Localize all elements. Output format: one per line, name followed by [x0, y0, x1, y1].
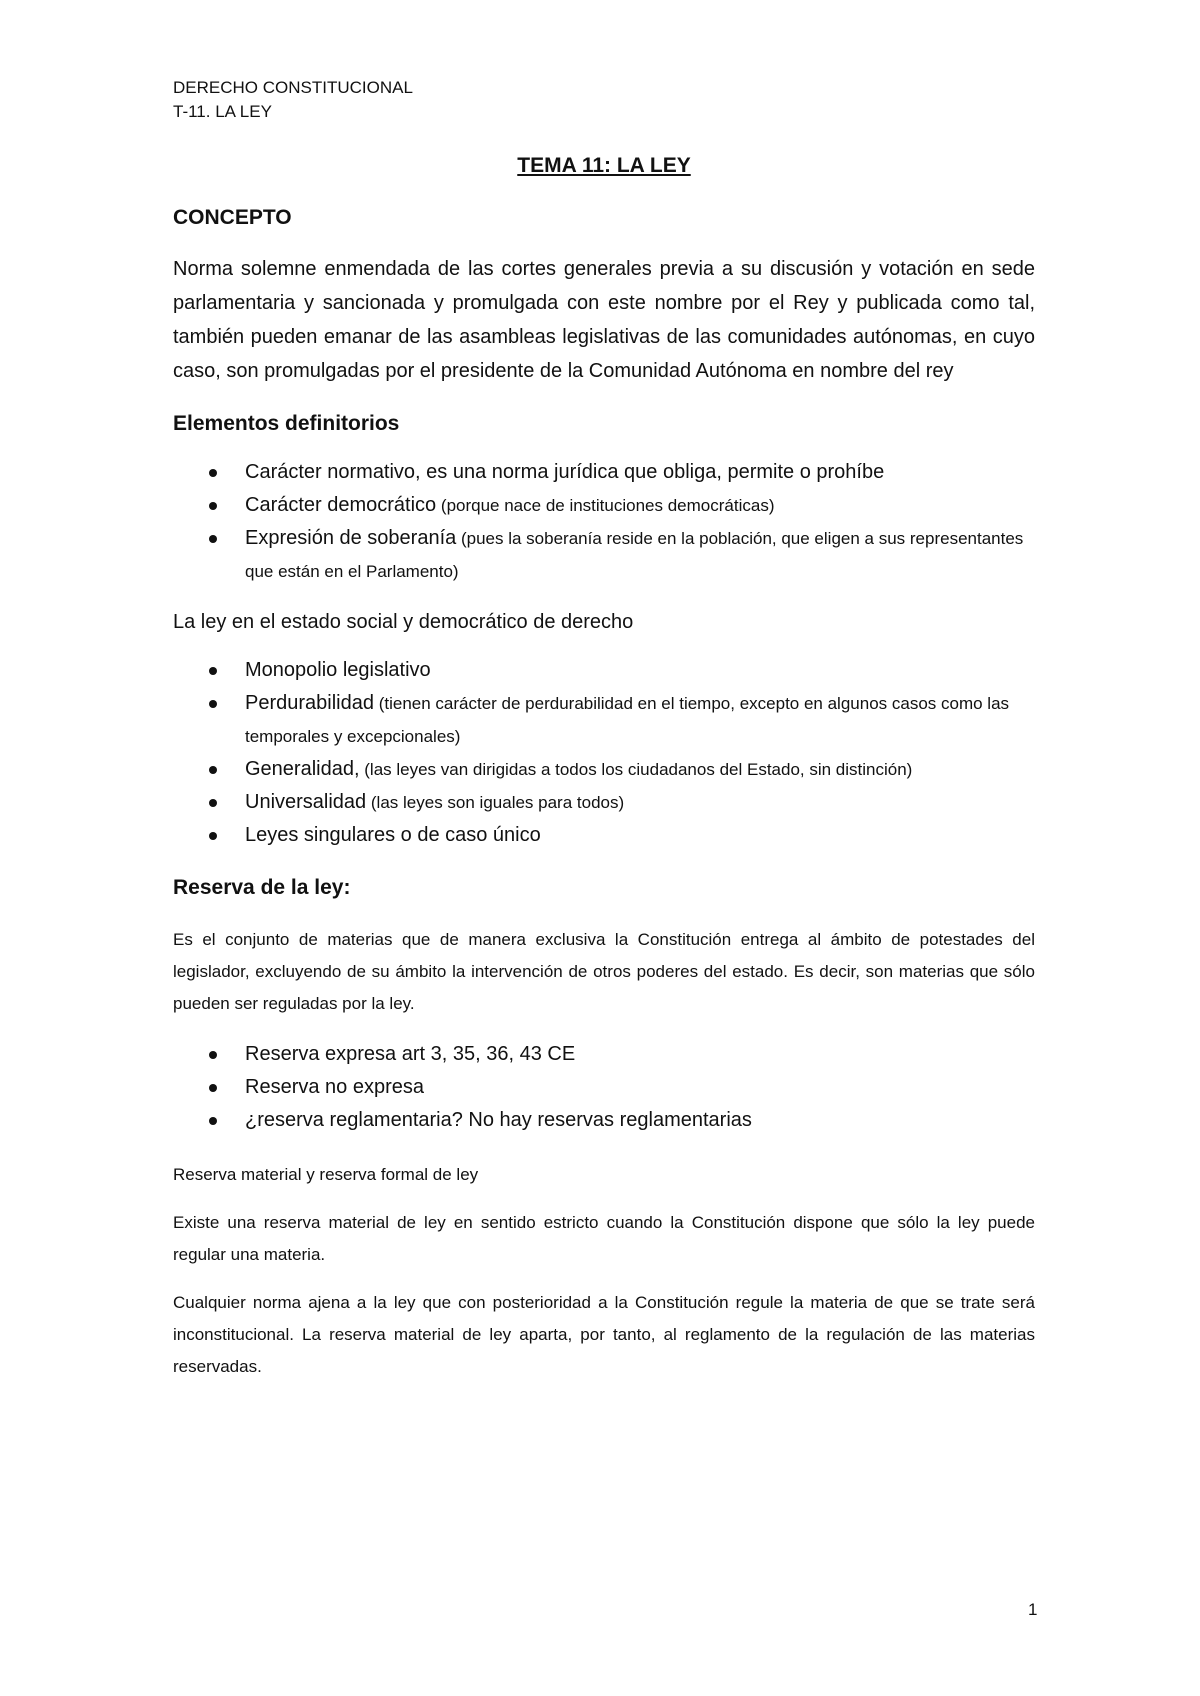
item-note: (las leyes son iguales para todos) [366, 793, 625, 812]
bullet-icon [209, 799, 217, 807]
list-item [173, 753, 1035, 786]
list-item [173, 687, 1035, 753]
header-course: DERECHO CONSTITUCIONAL [173, 78, 413, 97]
reserva-text: Es el conjunto de materias que de manera exclusiva la Constitución entrega al ámbito de potestades del legislador, excluyendo de su ámbito la intervención de otros poderes del estado. Es decir, son materias que sólo pueden ser reguladas por la ley. [173, 930, 1035, 1013]
reserva-paragraph-2: Cualquier norma ajena a la ley que con posterioridad a la Constitución regule la materia de que se trate será inconstitucional. La reserva material de ley aparta, por tanto, al reglamento de la regulación de las materias reservadas. [173, 1293, 1035, 1376]
document-page [173, 76, 1035, 1383]
reserva-paragraph-1: Existe una reserva material de ley en sentido estricto cuando la Constitución dispone que sólo la ley puede regular una materia. [173, 1213, 1035, 1264]
item-main: Leyes singulares o de caso único [245, 824, 541, 846]
list-item [173, 489, 1035, 522]
list-item [173, 522, 1035, 588]
elementos-heading: Elementos definitorios [173, 412, 400, 435]
estado-list [173, 654, 1035, 852]
list-item [173, 456, 1035, 489]
bullet-icon [209, 832, 217, 840]
list-item [173, 819, 1035, 852]
item-main: Carácter democrático [245, 494, 437, 516]
concepto-heading: CONCEPTO [173, 206, 292, 229]
bullet-icon [209, 667, 217, 675]
bullet-icon [209, 1117, 217, 1125]
item-main: Reserva expresa art 3, 35, 36, 43 CE [245, 1043, 576, 1065]
bullet-icon [209, 1051, 217, 1059]
reserva-subheading: Reserva material y reserva formal de ley [173, 1165, 479, 1184]
bullet-icon [209, 502, 217, 510]
item-note: (porque nace de instituciones democráticas) [436, 496, 775, 515]
item-main: Perdurabilidad [245, 692, 374, 714]
concepto-text: Norma solemne enmendada de las cortes generales previa a su discusión y votación en sede parlamentaria y sancionada y promulgada con este nombre por el Rey y publicada como tal, también pueden emanar de las asambleas legislativas de las comunidades autónomas, en cuyo caso, son promulgadas por el presidente de la Comunidad Autónoma en nombre del rey [173, 258, 1035, 382]
item-main: ¿reserva reglamentaria? No hay reservas reglamentarias [245, 1109, 752, 1131]
item-main: Carácter normativo, es una norma jurídica que obliga, permite o prohíbe [245, 461, 885, 483]
bullet-icon [209, 766, 217, 774]
header-topic: T-11. LA LEY [173, 102, 272, 121]
bullet-icon [209, 1084, 217, 1092]
list-item [173, 654, 1035, 687]
reserva-list [173, 1038, 1035, 1137]
bullet-icon [209, 535, 217, 543]
page-number: 1 [1028, 1600, 1038, 1619]
item-note: (tienen carácter de perdurabilidad en el tiempo, excepto en algunos casos como las temporales y excepcionales) [245, 694, 1010, 746]
item-main: Generalidad, [245, 758, 360, 780]
list-item [173, 786, 1035, 819]
item-main: Reserva no expresa [245, 1076, 424, 1098]
item-note: (las leyes van dirigidas a todos los ciudadanos del Estado, sin distinción) [359, 760, 913, 779]
item-main: Monopolio legislativo [245, 659, 431, 681]
item-main: Universalidad [245, 791, 367, 813]
list-item [173, 1071, 1035, 1104]
elementos-list [173, 456, 1035, 588]
bullet-icon [209, 700, 217, 708]
reserva-heading: Reserva de la ley: [173, 876, 351, 899]
estado-heading: La ley en el estado social y democrático de derecho [173, 611, 634, 633]
list-item [173, 1038, 1035, 1071]
list-item [173, 1104, 1035, 1137]
item-main: Expresión de soberanía [245, 527, 457, 549]
item-note: (pues la soberanía reside en la población, que eligen a sus representantes que están en el Parlamento) [245, 529, 1024, 581]
document-title: TEMA 11: LA LEY [517, 154, 691, 177]
bullet-icon [209, 469, 217, 477]
